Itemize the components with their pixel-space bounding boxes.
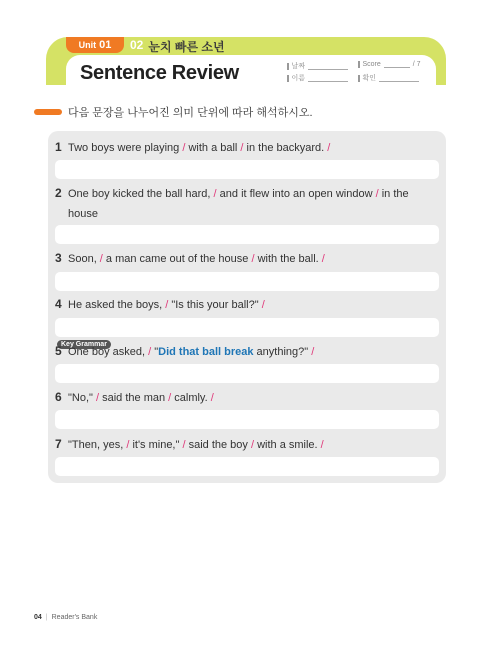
key-grammar-phrase: Did that ball break (158, 346, 254, 358)
page-title: Sentence Review (80, 62, 239, 84)
lesson-heading (130, 38, 225, 55)
lesson-number: 02 (130, 38, 144, 52)
page-footer: 04 | Reader's Bank (34, 614, 98, 621)
date-label: 날짜 (291, 63, 306, 70)
answer-box[interactable] (55, 410, 439, 429)
score-total: / 7 (412, 61, 421, 68)
score-field (358, 61, 421, 68)
item-number: 1 (55, 140, 62, 154)
instruction-text: 다음 문장을 나누어진 의미 단위에 따라 해석하시오. (68, 107, 313, 119)
sentence-text: "No," / said the man / calmly. / (68, 392, 214, 404)
item-number: 5 (55, 344, 62, 358)
answer-box[interactable] (55, 225, 439, 244)
instruction-marker (34, 109, 62, 115)
unit-tab (66, 37, 124, 53)
sentence-text: Two boys were playing / with a ball / in the backyard. / (68, 142, 331, 154)
lesson-title: 눈치 빠른 소년 (148, 40, 225, 54)
instruction (34, 104, 313, 120)
confirm-field (358, 73, 419, 83)
sentence-text: He asked the boys, / "Is this your ball?" / (68, 299, 265, 311)
item-number: 7 (55, 437, 62, 451)
answer-box[interactable] (55, 272, 439, 291)
book-title: Reader's Bank (51, 614, 98, 621)
item-number: 3 (55, 251, 62, 265)
item-number: 6 (55, 390, 62, 404)
name-field (287, 73, 348, 83)
item-number: 4 (55, 297, 62, 311)
date-field (287, 61, 348, 71)
name-label: 이름 (291, 75, 306, 82)
page-number: 04 (34, 614, 42, 621)
sentence-text: "Then, yes, / it's mine," / said the boy / with a smile. / (68, 439, 324, 451)
answer-box[interactable] (55, 160, 439, 179)
unit-number: 01 (99, 39, 112, 51)
sentence-text: Soon, / a man came out of the house / with the ball. / (68, 253, 325, 265)
key-grammar-badge: Key Grammar (57, 340, 111, 349)
confirm-label: 확인 (362, 75, 377, 82)
sentence-text: One boy asked, / "Did that ball break anything?" / (68, 346, 315, 358)
answer-box[interactable] (55, 457, 439, 476)
sentence-text: One boy kicked the ball hard, / and it flew into an open window / in the house (68, 188, 409, 220)
unit-label: Unit (78, 40, 97, 50)
answer-box[interactable] (55, 318, 439, 337)
score-label: Score (362, 61, 381, 68)
item-number: 2 (55, 186, 62, 200)
answer-box[interactable] (55, 364, 439, 383)
